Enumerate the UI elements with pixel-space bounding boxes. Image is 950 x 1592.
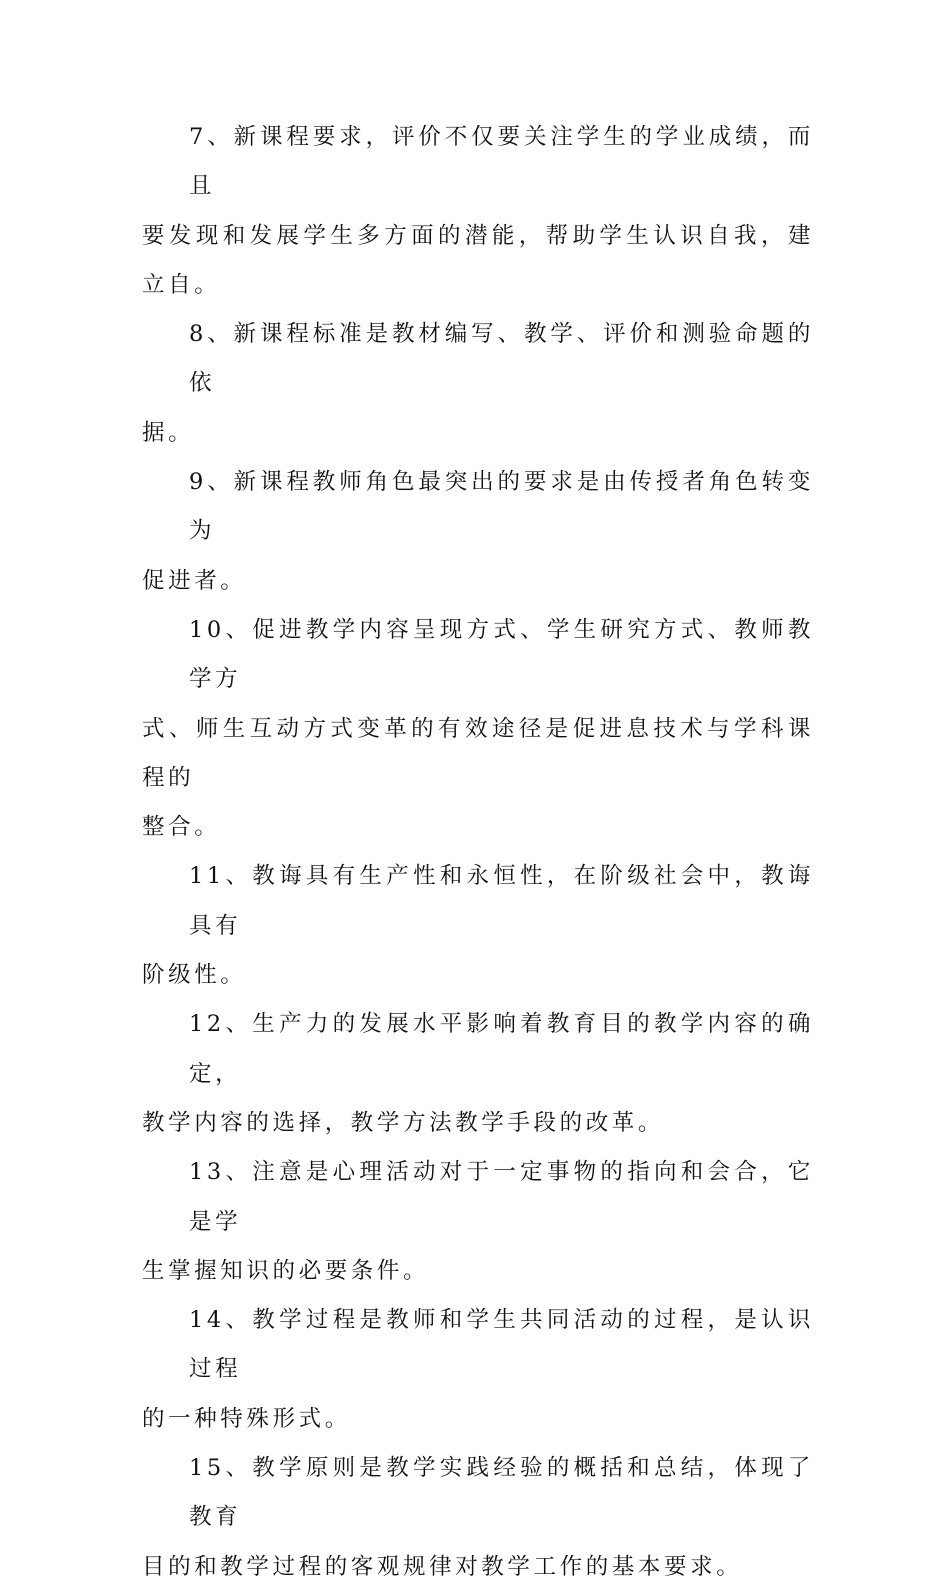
paragraph-line: 阶级性。	[142, 962, 247, 989]
paragraph-8	[142, 310, 814, 458]
paragraph-line: 10、促进教学内容呈现方式、学生研究方式、教师教学方	[189, 616, 814, 693]
paragraph-line: 式、师生互动方式变革的有效途径是促进息技术与学科课程的	[142, 715, 814, 791]
paragraph-line: 11、教诲具有生产性和永恒性，在阶级社会中，教诲具有	[189, 863, 814, 939]
paragraph-10	[142, 606, 814, 852]
paragraph-line: 9、新课程教师角色最突出的要求是由传授者角色转变为	[189, 469, 814, 545]
paragraph-line: 生掌握知识的必要条件。	[142, 1257, 430, 1284]
paragraph-13	[142, 1148, 814, 1296]
document-body	[142, 113, 814, 1592]
paragraph-line: 教学内容的选择，教学方法教学手段的改革。	[142, 1109, 665, 1136]
paragraph-line: 的一种特殊形式。	[142, 1405, 351, 1432]
paragraph-line: 7、新课程要求，评价不仅要关注学生的学业成绩，而且	[189, 124, 814, 200]
paragraph-line: 促进者。	[142, 567, 247, 594]
paragraph-line: 目的和教学过程的客观规律对教学工作的基本要求。	[142, 1553, 743, 1580]
paragraph-line: 13、注意是心理活动对于一定事物的指向和会合，它是学	[189, 1159, 814, 1235]
paragraph-line: 要发现和发展学生多方面的潜能，帮助学生认识自我，建立自。	[142, 222, 814, 298]
paragraph-9	[142, 458, 814, 606]
paragraph-line: 14、教学过程是教师和学生共同活动的过程，是认识过程	[189, 1307, 814, 1383]
paragraph-7	[142, 113, 814, 310]
paragraph-11	[142, 852, 814, 1000]
paragraph-line: 整合。	[142, 814, 221, 841]
paragraph-15	[142, 1444, 814, 1592]
paragraph-line: 15、教学原则是教学实践经验的概括和总结，体现了教育	[189, 1455, 814, 1531]
paragraph-line: 12、生产力的发展水平影响着教育目的教学内容的确定，	[189, 1011, 814, 1087]
paragraph-14	[142, 1296, 814, 1444]
paragraph-line: 8、新课程标准是教材编写、教学、评价和测验命题的依	[189, 321, 814, 397]
paragraph-12	[142, 1000, 814, 1148]
paragraph-line: 据。	[142, 419, 195, 446]
